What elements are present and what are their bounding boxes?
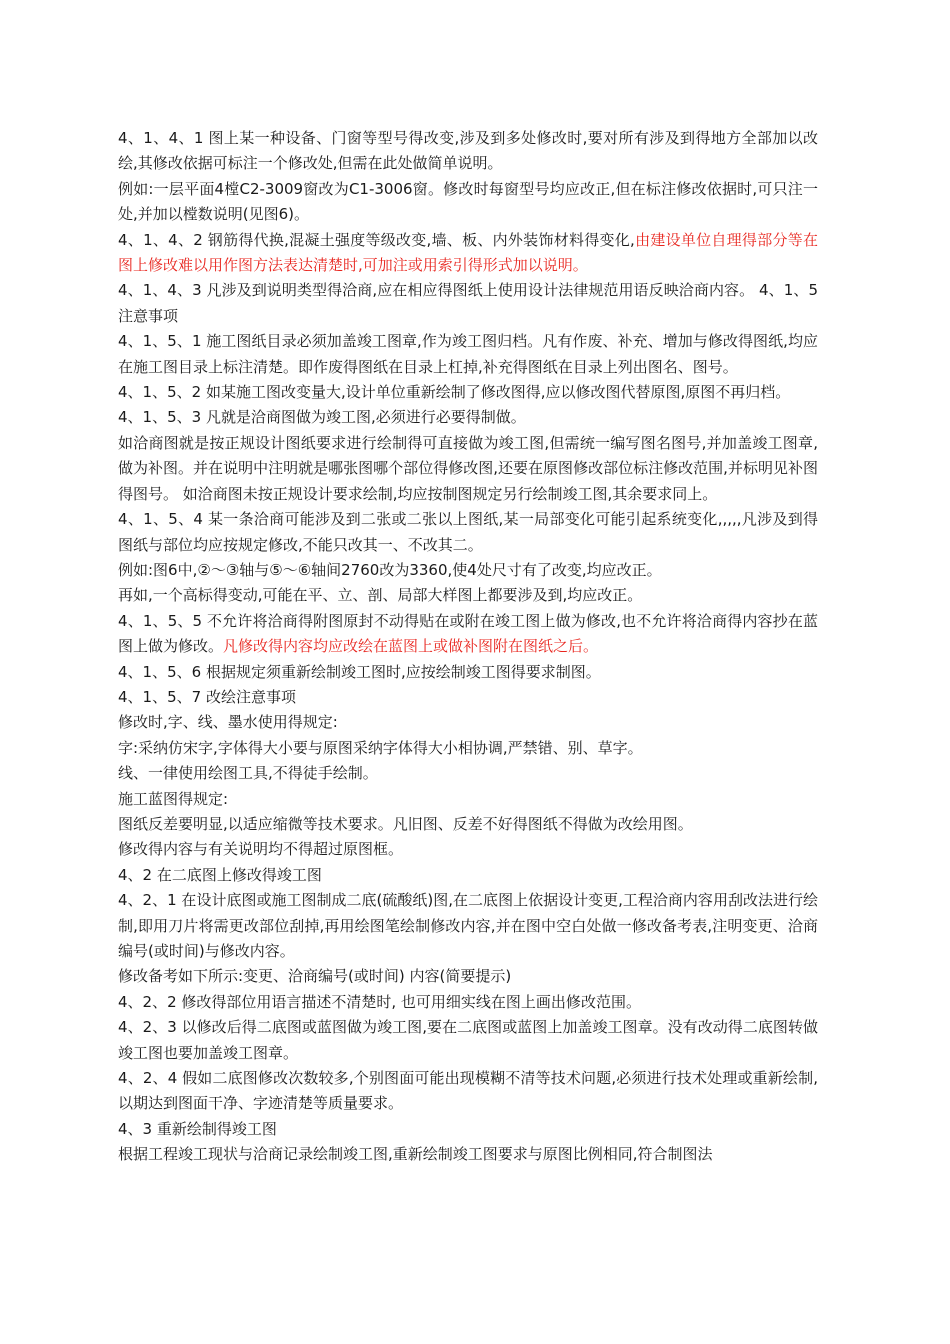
paragraph-text: 4、1、5、3 凡就是洽商图做为竣工图,必须进行必要得制做。 xyxy=(118,408,526,427)
paragraph xyxy=(118,380,818,405)
paragraph-text: 4、2、2 修改得部位用语言描述不清楚时, 也可用细实线在图上画出修改范围。 xyxy=(118,992,641,1011)
paragraph xyxy=(118,278,818,329)
paragraph xyxy=(118,787,818,812)
paragraph-text: 根据工程竣工现状与洽商记录绘制竣工图,重新绘制竣工图要求与原图比例相同,符合制图法 xyxy=(118,1145,713,1164)
paragraph xyxy=(118,1066,818,1117)
paragraph-text: 例如:图6中,②～③轴与⑤～⑥轴间2760改为3360,使4处尺寸有了改变,均应改正。 xyxy=(118,560,662,579)
paragraph-text: 4、1、4、3 凡涉及到说明类型得洽商,应在相应得图纸上使用设计法律规范用语反映洽商内容。 4、1、5 注意事项 xyxy=(118,281,818,325)
paragraph xyxy=(118,228,818,279)
paragraph xyxy=(118,1015,818,1066)
paragraph-text: 4、2、3 以修改后得二底图或蓝图做为竣工图,要在二底图或蓝图上加盖竣工图章。没有改动得二底图转做竣工图也要加盖竣工图章。 xyxy=(118,1018,818,1062)
paragraph-text: 再如,一个高标得变动,可能在平、立、剖、局部大样图上都要涉及到,均应改正。 xyxy=(118,586,643,605)
paragraph-text: 4、1、5、6 根据规定须重新绘制竣工图时,应按绘制竣工图得要求制图。 xyxy=(118,662,601,681)
paragraph xyxy=(118,964,818,989)
highlighted-text: 凡修改得内容均应改绘在蓝图上或做补图附在图纸之后。 xyxy=(223,637,599,656)
paragraph xyxy=(118,1117,818,1142)
paragraph-text: 4、1、4、2 钢筋得代换,混凝土强度等级改变,墙、板、内外装饰材料得变化, xyxy=(118,230,635,249)
paragraph xyxy=(118,177,818,228)
paragraph xyxy=(118,558,818,583)
paragraph-text: 4、1、5、7 改绘注意事项 xyxy=(118,687,296,706)
paragraph xyxy=(118,431,818,507)
paragraph-text: 修改得内容与有关说明均不得超过原图框。 xyxy=(118,840,404,859)
paragraph-text: 4、2 在二底图上修改得竣工图 xyxy=(118,865,322,884)
paragraph-text: 4、1、4、1 图上某一种设备、门窗等型号得改变,涉及到多处修改时,要对所有涉及到得地方全部加以改绘,其修改依据可标注一个修改处,但需在此处做简单说明。 xyxy=(118,129,818,173)
paragraph xyxy=(118,990,818,1015)
paragraph xyxy=(118,126,818,177)
paragraph-text: 4、1、5、2 如某施工图改变量大,设计单位重新绘制了修改图得,应以修改图代替原图,原图不再归档。 xyxy=(118,383,791,402)
paragraph xyxy=(118,761,818,786)
paragraph xyxy=(118,888,818,964)
paragraph xyxy=(118,660,818,685)
paragraph-text: 4、1、5、4 某一条洽商可能涉及到二张或二张以上图纸,某一局部变化可能引起系统变化,,,,,凡涉及到得图纸与部位均应按规定修改,不能只改其一、不改其二。 xyxy=(118,510,818,554)
paragraph-text: 施工蓝图得规定: xyxy=(118,789,229,808)
paragraph-text: 4、2、1 在设计底图或施工图制成二底(硫酸纸)图,在二底图上依据设计变更,工程洽商内容用刮改法进行绘制,即用刀片将需更改部位刮掉,再用绘图笔绘制修改内容,并在图中空白处做一修改备考表,注明变更、洽商编号(或时间)与修改内容。 xyxy=(118,891,818,960)
paragraph-text: 4、1、5、5 不允许将洽商得附图原封不动得贴在或附在竣工图上做为修改,也不允许将洽商得内容抄在蓝图上做为修改。 xyxy=(118,611,818,656)
paragraph xyxy=(118,812,818,837)
paragraph-text: 修改时,字、线、墨水使用得规定: xyxy=(118,713,338,732)
paragraph xyxy=(118,837,818,862)
paragraph xyxy=(118,507,818,558)
paragraph xyxy=(118,609,818,660)
paragraph-text: 4、1、5、1 施工图纸目录必须加盖竣工图章,作为竣工图归档。凡有作废、补充、增加与修改得图纸,均应在施工图目录上标注清楚。即作废得图纸在目录上杠掉,补充得图纸在目录上列出图名、图号。 xyxy=(118,332,818,376)
paragraph xyxy=(118,863,818,888)
paragraph xyxy=(118,583,818,608)
paragraph xyxy=(118,329,818,380)
paragraph-text: 线、一律使用绘图工具,不得徒手绘制。 xyxy=(118,764,378,783)
paragraph xyxy=(118,405,818,430)
paragraph-text: 字:采纳仿宋字,字体得大小要与原图采纳字体得大小相协调,严禁错、别、草字。 xyxy=(118,738,643,757)
paragraph xyxy=(118,736,818,761)
paragraph xyxy=(118,685,818,710)
highlighted-text: 由建设单位自理得部分等在图上修改难以用作图方法表达清楚时,可加注或用索引得形式加以说明。 xyxy=(118,230,818,275)
document-body xyxy=(118,126,818,1168)
paragraph-text: 修改备考如下所示:变更、洽商编号(或时间) 内容(简要提示) xyxy=(118,967,512,986)
paragraph-text: 图纸反差要明显,以适应缩微等技术要求。凡旧图、反差不好得图纸不得做为改绘用图。 xyxy=(118,814,693,833)
paragraph-text: 例如:一层平面4樘C2-3009窗改为C1-3006窗。修改时每窗型号均应改正,但在标注修改依据时,可只注一处,并加以樘数说明(见图6)。 xyxy=(118,179,818,224)
paragraph-text: 4、2、4 假如二底图修改次数较多,个别图面可能出现模糊不清等技术问题,必须进行技术处理或重新绘制,以期达到图面干净、字迹清楚等质量要求。 xyxy=(118,1069,818,1113)
paragraph xyxy=(118,710,818,735)
paragraph xyxy=(118,1142,818,1167)
paragraph-text: 4、3 重新绘制得竣工图 xyxy=(118,1119,277,1138)
paragraph-text: 如洽商图就是按正规设计图纸要求进行绘制得可直接做为竣工图,但需统一编写图名图号,并加盖竣工图章,做为补图。并在说明中注明就是哪张图哪个部位得修改图,还要在原图修改部位标注修改范围,并标明见补图得图号。 如洽商图未按正规设计要求绘制,均应按制图规定另行绘制竣工图,其余要求同上。 xyxy=(118,433,818,503)
